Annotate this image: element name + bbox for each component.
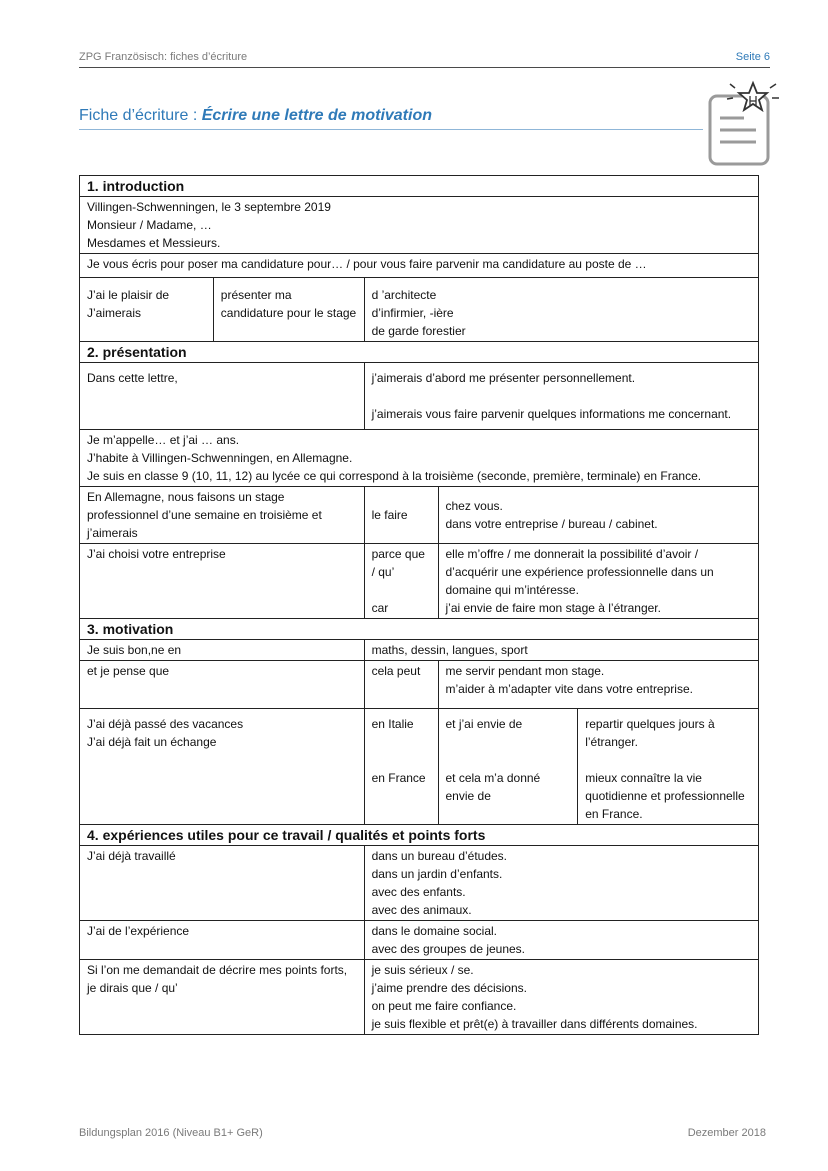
job-infirmier: d’infirmier, -ière — [371, 306, 454, 320]
exp-animaux: avec des animaux. — [371, 903, 472, 917]
presentation-intentions — [364, 363, 758, 430]
header-page-number: Seite 6 — [735, 51, 770, 63]
intro-jobs-cell — [364, 278, 758, 342]
section-heading — [80, 342, 759, 363]
section-heading — [80, 825, 759, 846]
writing-note-icon — [704, 78, 784, 170]
presentation-name-age: Je m’appelle… et j’ai … ans. — [87, 433, 240, 447]
presentation-le-faire: le faire — [364, 487, 438, 544]
header-left: ZPG Französisch: fiches d’écriture — [79, 51, 248, 63]
section-experiences: 4. expériences utiles pour ce travail / qualités et points forts — [80, 825, 759, 846]
page-title — [79, 107, 432, 125]
presentation-stage: En Allemagne, nous faisons un stage professionnel d’une semaine en troisième et j’aimerais — [80, 487, 365, 544]
chez-entreprise: dans votre entreprise / bureau / cabinet. — [445, 517, 658, 531]
strength-flexible: je suis flexible et prêt(e) à travailler dans différents domaines. — [371, 1017, 698, 1031]
page-header — [79, 51, 770, 68]
exp-bureau: dans un bureau d’études. — [371, 849, 508, 863]
presentation-reasons — [438, 544, 759, 619]
presentation-choisi: J’ai choisi votre entreprise — [80, 544, 365, 619]
salutation: Monsieur / Madame, … — [87, 218, 212, 232]
strength-serieux: je suis sérieux / se. — [371, 963, 474, 977]
presentation-residence: J’habite à Villingen-Schwenningen, en Allemagne. — [87, 451, 353, 465]
experience-strengths — [364, 960, 758, 1035]
servir-adapter: m’aider à m’adapter vite dans votre entreprise. — [445, 682, 693, 696]
title-underline — [79, 129, 703, 130]
phrase-plaisir: J’ai le plaisir de — [87, 288, 170, 302]
phrase-aimerais: J’aimerais — [87, 306, 142, 320]
section-motivation: 3. motivation — [80, 619, 759, 640]
intro-purpose: Je vous écris pour poser ma candidature pour… / pour vous faire parvenir ma candidature au poste de … — [80, 254, 759, 278]
section-introduction: 1. introduction — [80, 176, 759, 197]
writing-sheet-table — [79, 175, 759, 1035]
motivation-places — [364, 709, 438, 825]
goal-connaitre: mieux connaître la vie quotidienne et professionnelle en France. — [585, 771, 745, 821]
place-date: Villingen-Schwenningen, le 3 septembre 2019 — [87, 200, 331, 214]
presentation-class: Je suis en classe 9 (10, 11, 12) au lycée ce qui correspond à la troisième (seconde, première, terminale) en France. — [87, 469, 702, 483]
job-garde-forestier: de garde forestier — [371, 324, 466, 338]
reason-envie: j’ai envie de faire mon stage à l’étranger. — [445, 601, 661, 615]
place-france: en France — [371, 771, 426, 785]
intro-phrase-cell — [80, 278, 214, 342]
section-heading — [80, 176, 759, 197]
envie-de: et j’ai envie de — [445, 717, 523, 731]
connector-parce-que: parce que / qu’ — [371, 547, 425, 579]
section-presentation: 2. présentation — [80, 342, 759, 363]
chez-vous: chez vous. — [445, 499, 503, 513]
donne-envie: et cela m’a donné envie de — [445, 771, 541, 803]
exp-enfants: avec des enfants. — [371, 885, 466, 899]
experience-places — [364, 846, 758, 921]
title-prefix: Fiche d’écriture : — [79, 107, 202, 124]
motivation-vacances — [80, 709, 365, 825]
presentation-abord: j’aimerais d’abord me présenter personnellement. — [371, 371, 636, 385]
motivation-desire — [438, 709, 578, 825]
servir-stage: me servir pendant mon stage. — [445, 664, 605, 678]
echange: J’ai déjà fait un échange — [87, 735, 217, 749]
presentation-connectors — [364, 544, 438, 619]
presentation-personal — [80, 430, 759, 487]
exp-social: dans le domaine social. — [371, 924, 497, 938]
motivation-pense: et je pense que — [80, 661, 365, 709]
experience-travaille: J’ai déjà travaillé — [80, 846, 365, 921]
presentation-lettre: Dans cette lettre, — [80, 363, 365, 430]
intro-present-cell: présenter ma candidature pour le stage — [213, 278, 364, 342]
motivation-matieres: maths, dessin, langues, sport — [364, 640, 758, 661]
exp-jeunes: avec des groupes de jeunes. — [371, 942, 526, 956]
strength-confiance: on peut me faire confiance. — [371, 999, 517, 1013]
strength-decisions: j’aime prendre des décisions. — [371, 981, 527, 995]
footer-right: Dezember 2018 — [687, 1127, 766, 1139]
motivation-bon: Je suis bon,ne en — [80, 640, 365, 661]
motivation-goals — [578, 709, 759, 825]
motivation-servir — [438, 661, 759, 709]
experience-points: Si l’on me demandait de décrire mes points forts, je dirais que / qu’ — [80, 960, 365, 1035]
exp-jardin: dans un jardin d’enfants. — [371, 867, 503, 881]
connector-car: car — [371, 601, 389, 615]
footer-left: Bildungsplan 2016 (Niveau B1+ GeR) — [79, 1127, 263, 1139]
motivation-cela: cela peut — [364, 661, 438, 709]
presentation-chez — [438, 487, 759, 544]
experience-domains — [364, 921, 758, 960]
vacances: J’ai déjà passé des vacances — [87, 717, 244, 731]
title-main: Écrire une lettre de motivation — [201, 107, 432, 124]
section-heading — [80, 619, 759, 640]
intro-opening-cell — [80, 197, 759, 254]
reason-offre: elle m’offre / me donnerait la possibilité d’avoir / d’acquérir une expérience professionnelle dans un domaine qui m’intéresse. — [445, 547, 714, 597]
presentation-infos: j’aimerais vous faire parvenir quelques informations me concernant. — [371, 407, 732, 421]
experience-experience: J’ai de l’expérience — [80, 921, 365, 960]
goal-repartir: repartir quelques jours à l’étranger. — [585, 717, 715, 749]
job-architecte: d ’architecte — [371, 288, 437, 302]
place-italie: en Italie — [371, 717, 414, 731]
salutation-plural: Mesdames et Messieurs. — [87, 236, 221, 250]
